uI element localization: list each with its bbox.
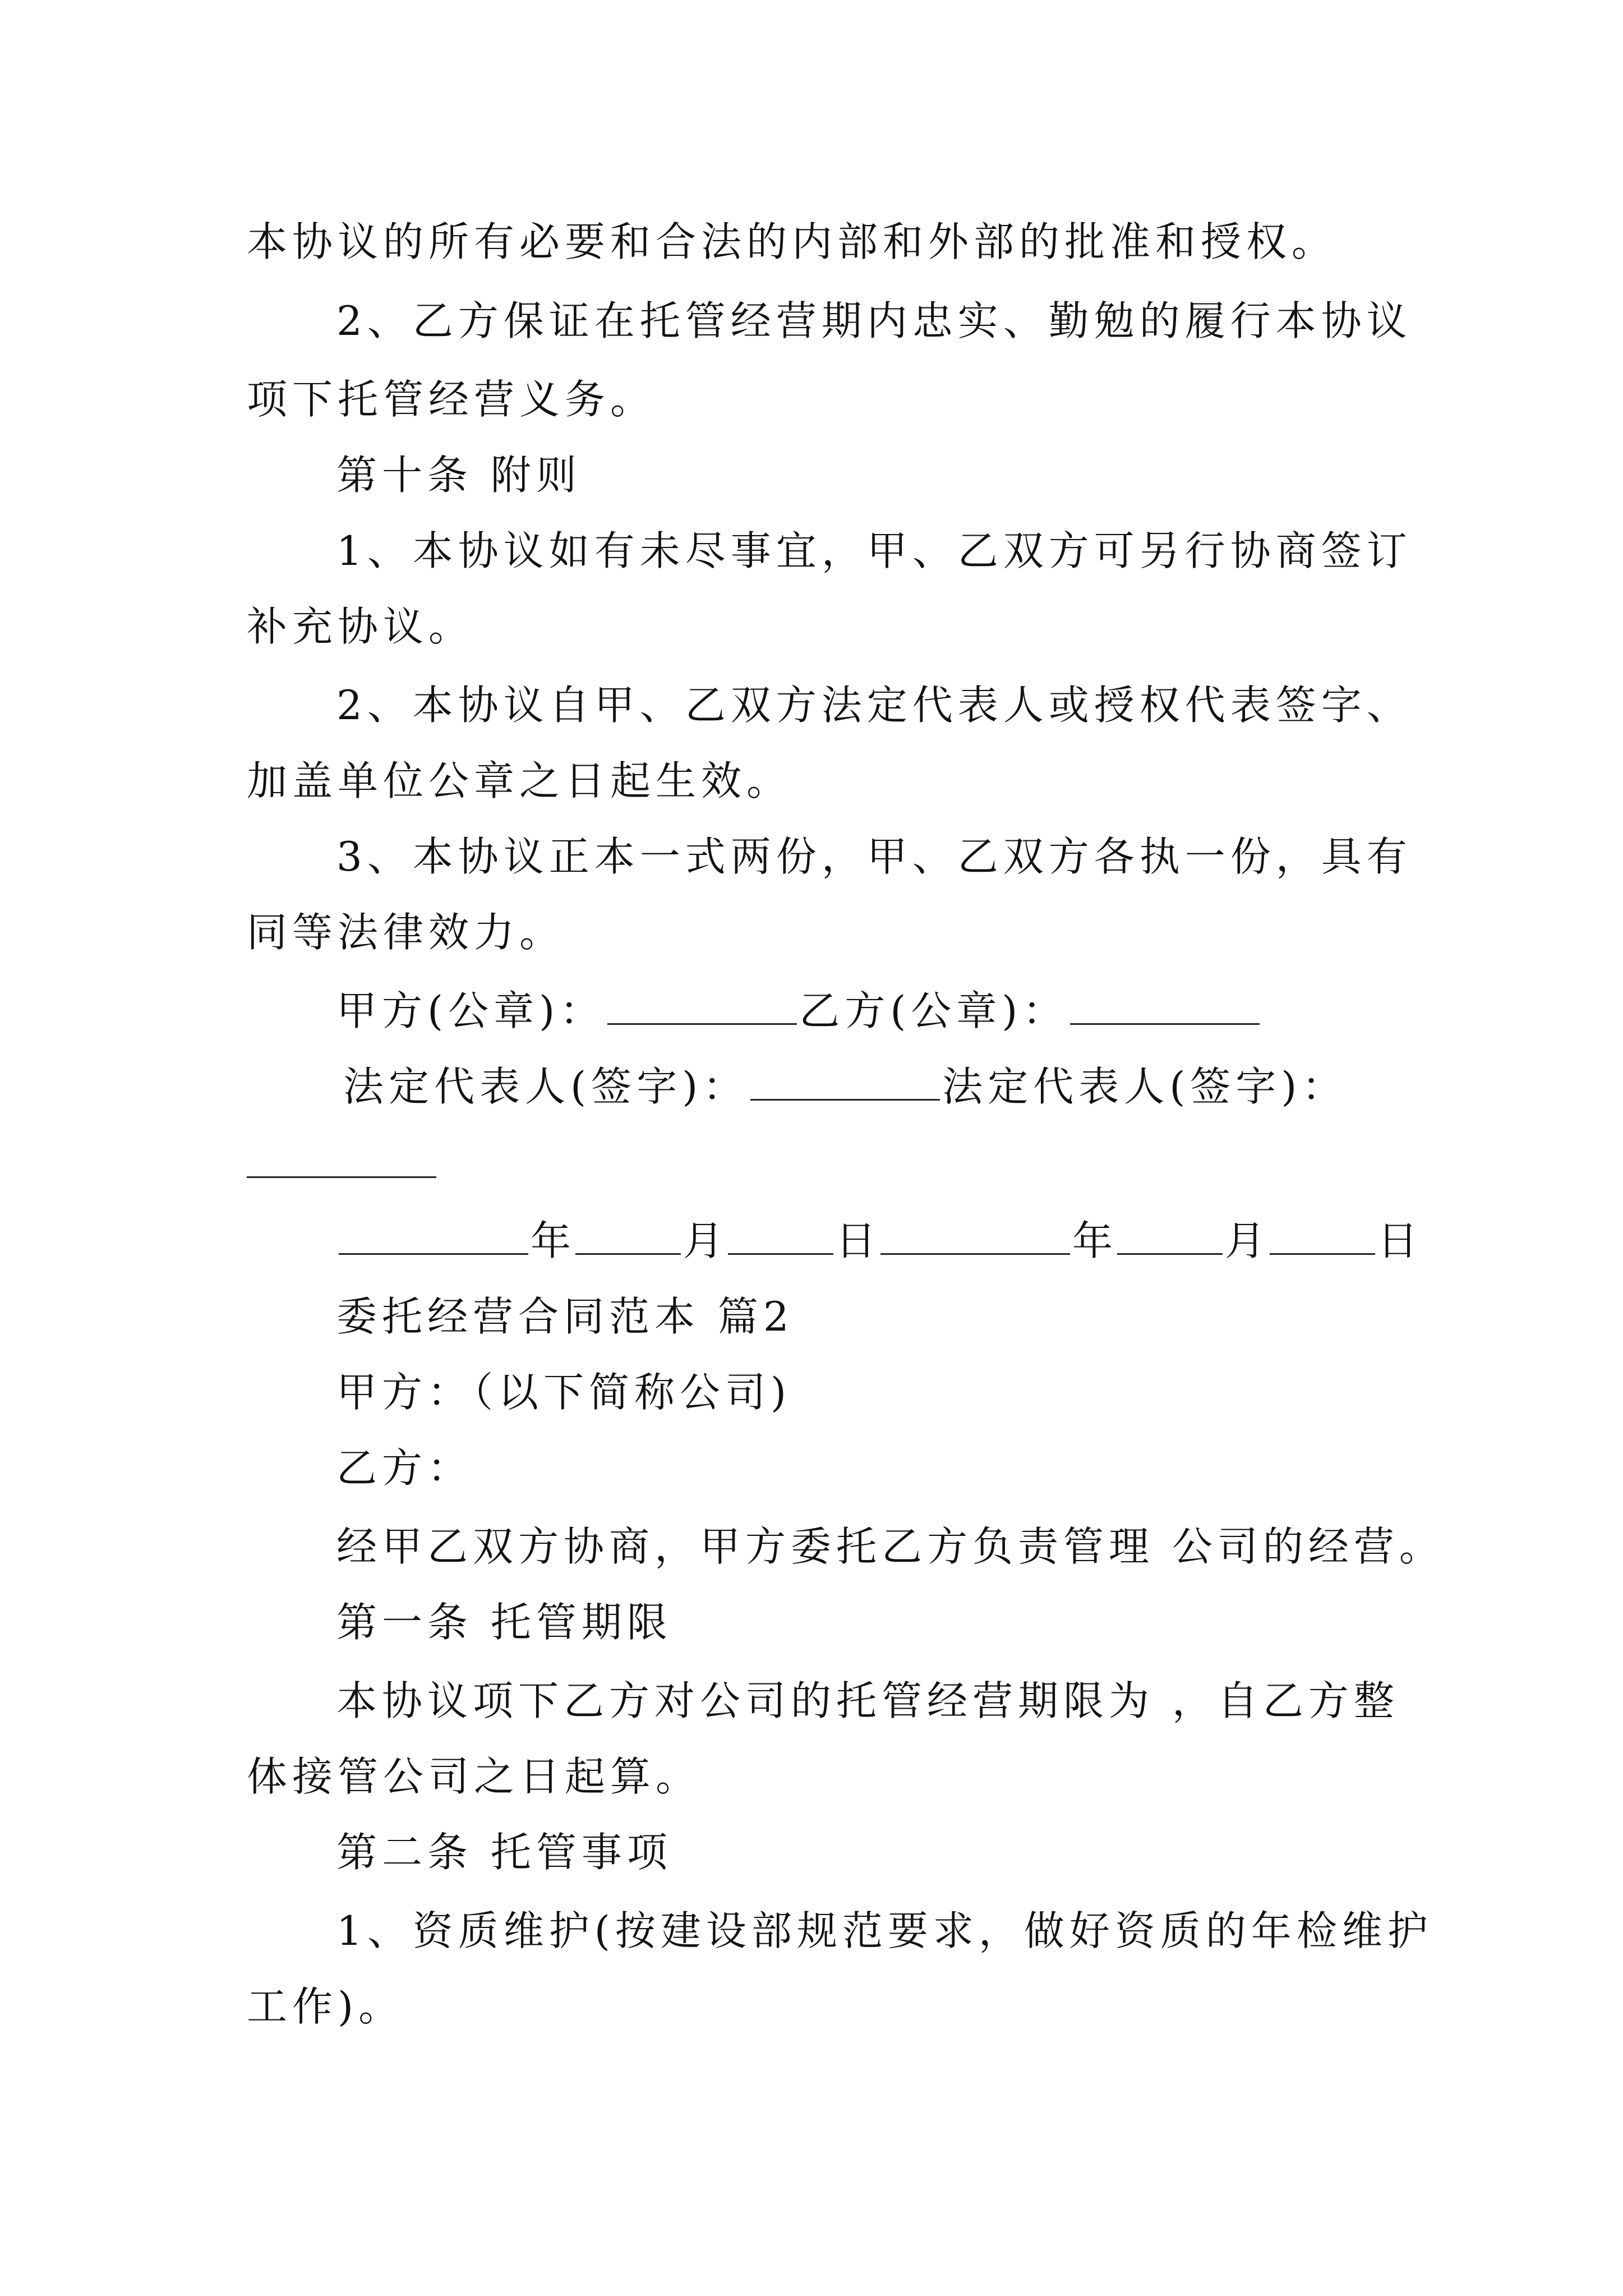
article-heading: 第二条 托管事项	[336, 1829, 672, 1876]
party-b-seal-label: 乙方(公章)：	[799, 987, 1068, 1034]
paragraph-line: 体接管公司之日起算。	[247, 1753, 702, 1800]
paragraph-line: 同等法律效力。	[247, 909, 565, 956]
paragraph-line: 2、乙方保证在托管经营期内忠实、勤勉的履行本协议	[336, 297, 1412, 344]
day-label: 日	[836, 1217, 879, 1264]
year-blank	[880, 1224, 1070, 1255]
paragraph-line: 1、本协议如有未尽事宜，甲、乙双方可另行协商签订	[336, 527, 1412, 574]
paragraph-line: 工作)。	[247, 1983, 404, 2030]
month-blank	[575, 1224, 681, 1255]
paragraph-line: 补充协议。	[247, 603, 474, 650]
month-label: 月	[683, 1217, 726, 1264]
paragraph-line: 1、资质维护(按建设部规范要求，做好资质的年检维护	[336, 1907, 1433, 1954]
year-blank	[339, 1224, 528, 1255]
legal-rep-line	[343, 1060, 1347, 1114]
paragraph-line: 3、本协议正本一式两份，甲、乙双方各执一份，具有	[336, 833, 1412, 880]
paragraph-line: 本协议项下乙方对公司的托管经营期限为 ，自乙方整	[336, 1677, 1399, 1724]
paragraph-line: 本协议的所有必要和合法的内部和外部的批准和授权。	[247, 218, 1338, 265]
day-blank	[728, 1224, 833, 1255]
party-a-seal-label: 甲方(公章)：	[336, 987, 606, 1034]
day-blank	[1270, 1224, 1375, 1255]
legal-rep-b-label: 法定代表人(签字)：	[942, 1063, 1348, 1110]
month-label: 月	[1225, 1217, 1268, 1264]
seal-line	[336, 984, 1262, 1038]
paragraph-line: 经甲乙双方协商，甲方委托乙方负责管理 公司的经营。	[336, 1523, 1445, 1570]
section-title: 委托经营合同范本 篇2	[336, 1293, 794, 1340]
article-heading: 第一条 托管期限	[336, 1599, 672, 1646]
day-label: 日	[1377, 1217, 1421, 1264]
month-blank	[1117, 1224, 1223, 1255]
legal-rep-a-label: 法定代表人(签字)：	[343, 1063, 749, 1110]
year-label: 年	[531, 1217, 574, 1264]
party-b-seal-blank	[1070, 994, 1260, 1025]
year-label: 年	[1072, 1217, 1115, 1264]
legal-rep-a-blank	[750, 1070, 940, 1101]
party-b-line: 乙方：	[336, 1444, 473, 1492]
paragraph-line: 2、本协议自甲、乙双方法定代表人或授权代表签字、	[336, 682, 1412, 729]
date-line	[336, 1214, 1420, 1268]
paragraph-line: 项下托管经营义务。	[247, 376, 656, 423]
party-a-seal-blank	[607, 994, 797, 1025]
party-a-line: 甲方：（以下简称公司)	[336, 1369, 792, 1416]
paragraph-line: 加盖单位公章之日起生效。	[247, 757, 792, 804]
legal-rep-b-blank	[247, 1176, 436, 1178]
article-heading: 第十条 附则	[336, 452, 582, 499]
